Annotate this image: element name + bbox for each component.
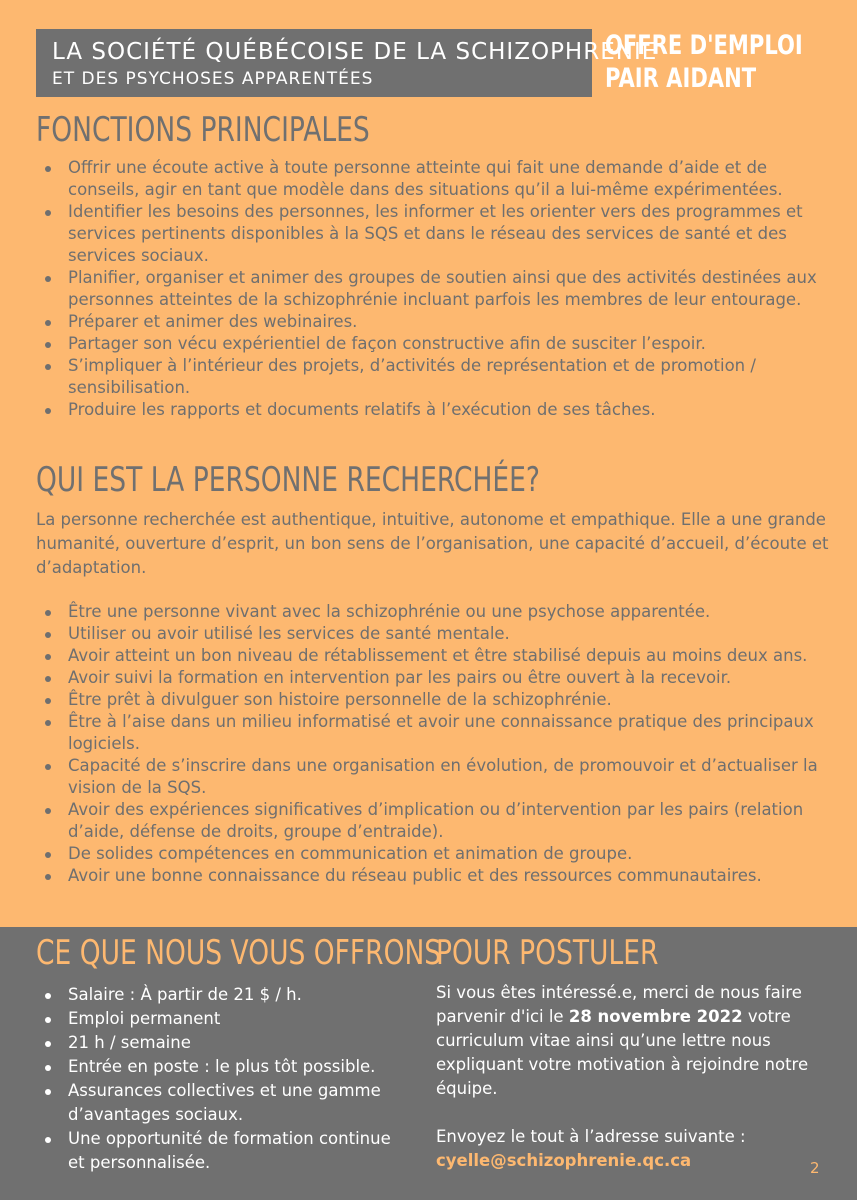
- list-item: Produire les rapports et documents relatifs à l’exécution de ses tâches.: [36, 399, 841, 421]
- list-item: Avoir atteint un bon niveau de rétablissement et être stabilisé depuis au moins deux ans.: [36, 645, 841, 667]
- fonctions-list: [36, 157, 841, 421]
- list-item: Être prêt à divulguer son histoire personnelle de la schizophrénie.: [36, 689, 841, 711]
- profil-list: [36, 601, 841, 887]
- list-item: Partager son vécu expérientiel de façon constructive afin de susciter l’espoir.: [36, 333, 841, 355]
- list-item: Capacité de s’inscrire dans une organisation en évolution, de promouvoir et d’actualiser la vision de la SQS.: [36, 755, 841, 799]
- list-item: Avoir suivi la formation en intervention par les pairs ou être ouvert à la recevoir.: [36, 667, 841, 689]
- job-offer-title: [605, 29, 803, 95]
- offre-heading: CE QUE NOUS VOUS OFFRONS: [36, 933, 442, 973]
- profil-heading: QUI EST LA PERSONNE RECHERCHÉE?: [36, 460, 541, 500]
- list-item: Avoir des expériences significatives d’implication ou d’intervention par les pairs (relation d’aide, défense de droits, groupe d’entraide).: [36, 799, 841, 843]
- postuler-text-before: Si vous êtes intéressé.e, merci de nous faire parvenir d'ici le: [436, 983, 802, 1026]
- postuler-text: [436, 981, 836, 1101]
- organization-name-line2: ET DES PSYCHOSES APPARENTÉES: [52, 69, 374, 89]
- list-item: Être une personne vivant avec la schizophrénie ou une psychose apparentée.: [36, 601, 841, 623]
- list-item: Identifier les besoins des personnes, les informer et les orienter vers des programmes et services pertinents disponibles à la SQS et dans le réseau des services de santé et des services sociaux.: [36, 201, 841, 267]
- list-item: Offrir une écoute active à toute personne atteinte qui fait une demande d’aide et de conseils, agir en tant que modèle dans des situations qu’il a lui-même expérimentées.: [36, 157, 841, 201]
- list-item: Salaire : À partir de 21 $ / h.: [36, 983, 406, 1007]
- list-item: Être à l’aise dans un milieu informatisé et avoir une connaissance pratique des principaux logiciels.: [36, 711, 841, 755]
- postuler-heading: POUR POSTULER: [436, 933, 659, 973]
- postuler-block: [436, 981, 836, 1173]
- list-item: Préparer et animer des webinaires.: [36, 311, 841, 333]
- job-offer-line2: PAIR AIDANT: [605, 63, 757, 94]
- list-item: De solides compétences en communication et animation de groupe.: [36, 843, 841, 865]
- organization-banner: [36, 29, 658, 97]
- profil-intro: La personne recherchée est authentique, intuitive, autonome et empathique. Elle a une grande humanité, ouverture d’esprit, un bon sens de l’organisation, une capacité d’accueil, d’écoute et d’adaptation.: [36, 510, 829, 577]
- list-item: S’impliquer à l’intérieur des projets, d’activités de représentation et de promotion / sensibilisation.: [36, 355, 841, 399]
- fonctions-heading: FONCTIONS PRINCIPALES: [36, 110, 370, 150]
- list-item: Entrée en poste : le plus tôt possible.: [36, 1055, 406, 1079]
- contact-email[interactable]: cyelle@schizophrenie.qc.ca: [436, 1151, 692, 1170]
- list-item: Une opportunité de formation continue et personnalisée.: [36, 1127, 406, 1175]
- list-item: Avoir une bonne connaissance du réseau public et des ressources communautaires.: [36, 865, 841, 887]
- list-item: 21 h / semaine: [36, 1031, 406, 1055]
- list-item: Emploi permanent: [36, 1007, 406, 1031]
- list-item: Utiliser ou avoir utilisé les services de santé mentale.: [36, 623, 841, 645]
- offre-list: [36, 983, 406, 1175]
- deadline: 28 novembre 2022: [568, 1007, 743, 1026]
- job-offer-line1: OFFRE D'EMPLOI: [605, 30, 803, 61]
- page-number: 2: [810, 1159, 820, 1177]
- postuler-text-after: votre curriculum vitae ainsi qu’une lettre nous expliquant votre motivation à rejoindre notre équipe.: [436, 1007, 809, 1098]
- footer-section: [0, 927, 857, 1200]
- list-item: Planifier, organiser et animer des groupes de soutien ainsi que des activités destinées aux personnes atteintes de la schizophrénie incluant parfois les membres de leur entourage.: [36, 267, 841, 311]
- list-item: Assurances collectives et une gamme d’avantages sociaux.: [36, 1079, 406, 1127]
- organization-name-line1: LA SOCIÉTÉ QUÉBÉCOISE DE LA SCHIZOPHRÉNIE: [52, 39, 658, 65]
- address-intro: Envoyez le tout à l’adresse suivante :: [436, 1127, 746, 1146]
